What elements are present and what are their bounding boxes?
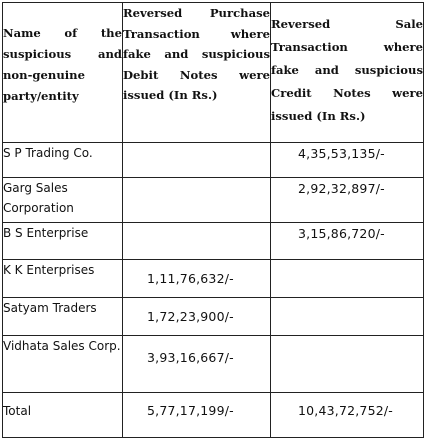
sale-amount-cell [271, 298, 424, 336]
party-name-cell: Satyam Traders [3, 298, 123, 336]
table-row [3, 178, 424, 223]
purchase-amount-cell [123, 223, 271, 260]
party-name-cell: Garg Sales Corporation [3, 178, 123, 223]
header-reversed-sale: Reversed Sale Transaction where fake and suspicious Credit Notes were issued (In Rs.) [271, 3, 424, 143]
party-name-cell: S P Trading Co. [3, 143, 123, 178]
header-party-name: Name of the suspicious and non-genuine party/entity [3, 3, 123, 143]
purchase-amount-cell: 1,72,23,900/- [123, 298, 271, 336]
transactions-table [2, 2, 424, 438]
header-row [3, 3, 424, 143]
purchase-amount-cell [123, 143, 271, 178]
table-row [3, 143, 424, 178]
total-row [3, 393, 424, 438]
table-row [3, 298, 424, 336]
total-sale-amount: 10,43,72,752/- [271, 393, 424, 438]
table-row [3, 336, 424, 393]
purchase-amount-cell [123, 178, 271, 223]
table-row [3, 260, 424, 298]
sale-amount-cell [271, 336, 424, 393]
purchase-amount-cell: 1,11,76,632/- [123, 260, 271, 298]
sale-amount-cell: 4,35,53,135/- [271, 143, 424, 178]
sale-amount-cell: 3,15,86,720/- [271, 223, 424, 260]
purchase-amount-cell: 3,93,16,667/- [123, 336, 271, 393]
header-reversed-purchase: Reversed Purchase Transaction where fake and suspicious Debit Notes were issued (In Rs.) [123, 3, 271, 143]
total-purchase-amount: 5,77,17,199/- [123, 393, 271, 438]
table-row [3, 223, 424, 260]
party-name-cell: Vidhata Sales Corp. [3, 336, 123, 393]
total-label: Total [3, 393, 123, 438]
party-name-cell: B S Enterprise [3, 223, 123, 260]
sale-amount-cell [271, 260, 424, 298]
party-name-cell: K K Enterprises [3, 260, 123, 298]
sale-amount-cell: 2,92,32,897/- [271, 178, 424, 223]
